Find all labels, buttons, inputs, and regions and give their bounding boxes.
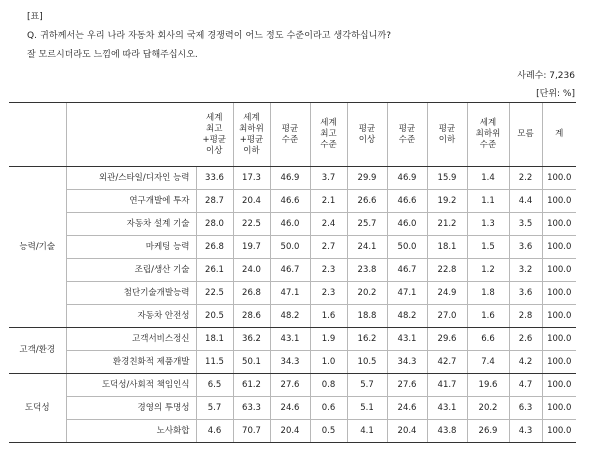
column-header — [233, 103, 270, 167]
results-table — [9, 102, 576, 443]
value-cell: 15.9 — [427, 167, 467, 190]
value-cell: 27.0 — [427, 305, 467, 328]
table-tag: [표] — [27, 12, 43, 22]
header-blank — [9, 103, 66, 167]
value-cell: 0.6 — [310, 397, 347, 420]
value-cell: 1.6 — [310, 305, 347, 328]
value-cell: 100.0 — [542, 374, 576, 397]
table-row — [9, 190, 576, 213]
value-cell: 46.7 — [387, 259, 427, 282]
value-cell: 1.5 — [467, 236, 509, 259]
table-row — [9, 374, 576, 397]
value-cell: 3.7 — [310, 167, 347, 190]
value-cell: 36.2 — [233, 328, 270, 351]
value-cell: 41.7 — [427, 374, 467, 397]
table-row — [9, 259, 576, 282]
column-header-line: 이상 — [358, 134, 376, 145]
value-cell: 100.0 — [542, 236, 576, 259]
value-cell: 46.7 — [270, 259, 310, 282]
value-cell: 26.1 — [196, 259, 233, 282]
value-cell: 4.2 — [509, 351, 542, 374]
value-cell: 100.0 — [542, 190, 576, 213]
value-cell: 3.6 — [509, 236, 542, 259]
table-header — [9, 103, 576, 167]
column-header — [310, 103, 347, 167]
value-cell: 100.0 — [542, 305, 576, 328]
value-cell: 48.2 — [387, 305, 427, 328]
value-cell: 0.5 — [310, 420, 347, 443]
value-cell: 2.8 — [509, 305, 542, 328]
value-cell: 26.9 — [467, 420, 509, 443]
value-cell: 1.3 — [467, 213, 509, 236]
value-cell: 18.8 — [347, 305, 387, 328]
value-cell: 100.0 — [542, 167, 576, 190]
value-cell: 100.0 — [542, 351, 576, 374]
column-header-line: 이하 — [243, 145, 260, 156]
value-cell: 28.0 — [196, 213, 233, 236]
value-cell: 43.1 — [387, 328, 427, 351]
table-body — [9, 167, 576, 443]
value-cell: 18.1 — [196, 328, 233, 351]
table-row — [9, 420, 576, 443]
value-cell: 21.2 — [427, 213, 467, 236]
value-cell: 33.6 — [196, 167, 233, 190]
value-cell: 100.0 — [542, 213, 576, 236]
value-cell: 42.7 — [427, 351, 467, 374]
value-cell: 43.1 — [270, 328, 310, 351]
row-label: 도덕성/사회적 책임인식 — [66, 374, 196, 397]
value-cell: 1.6 — [467, 305, 509, 328]
value-cell: 100.0 — [542, 328, 576, 351]
survey-instruction: 잘 모르시더라도 느낌에 따라 답해주십시오. — [27, 50, 198, 60]
value-cell: 5.7 — [347, 374, 387, 397]
survey-question: Q. 귀하께서는 우리 나라 자동차 회사의 국제 경쟁력이 어느 정도 수준이라고 생각하십니까? — [27, 31, 392, 41]
row-label: 외관/스타일/디자인 능력 — [66, 167, 196, 190]
value-cell: 1.1 — [467, 190, 509, 213]
value-cell: 3.2 — [509, 259, 542, 282]
value-cell: 20.4 — [387, 420, 427, 443]
value-cell: 19.6 — [467, 374, 509, 397]
value-cell: 2.2 — [509, 167, 542, 190]
value-cell: 1.4 — [467, 167, 509, 190]
column-header — [387, 103, 427, 167]
value-cell: 2.4 — [310, 213, 347, 236]
value-cell: 20.4 — [233, 190, 270, 213]
table-row — [9, 305, 576, 328]
value-cell: 20.5 — [196, 305, 233, 328]
unit-label: [단위: %] — [536, 89, 575, 99]
value-cell: 46.6 — [270, 190, 310, 213]
value-cell: 22.5 — [196, 282, 233, 305]
value-cell: 100.0 — [542, 259, 576, 282]
value-cell: 2.7 — [310, 236, 347, 259]
value-cell: 28.7 — [196, 190, 233, 213]
value-cell: 16.2 — [347, 328, 387, 351]
table-row — [9, 282, 576, 305]
table-row — [9, 328, 576, 351]
column-header — [509, 103, 542, 167]
column-header-line: +평균 — [239, 134, 264, 145]
column-header-line: 세계 — [320, 118, 337, 128]
row-label: 첨단기술개발능력 — [66, 282, 196, 305]
row-label: 자동차 설계 기술 — [66, 213, 196, 236]
value-cell: 24.0 — [233, 259, 270, 282]
value-cell: 1.8 — [467, 282, 509, 305]
value-cell: 18.1 — [427, 236, 467, 259]
row-label: 자동차 안전성 — [66, 305, 196, 328]
value-cell: 50.0 — [270, 236, 310, 259]
column-header — [347, 103, 387, 167]
value-cell: 26.6 — [347, 190, 387, 213]
value-cell: 61.2 — [233, 374, 270, 397]
value-cell: 5.7 — [196, 397, 233, 420]
value-cell: 2.6 — [509, 328, 542, 351]
value-cell: 29.6 — [427, 328, 467, 351]
column-header — [196, 103, 233, 167]
value-cell: 34.3 — [387, 351, 427, 374]
column-header — [427, 103, 467, 167]
value-cell: 11.5 — [196, 351, 233, 374]
value-cell: 22.8 — [427, 259, 467, 282]
table-row — [9, 167, 576, 190]
value-cell: 46.0 — [270, 213, 310, 236]
value-cell: 2.3 — [310, 259, 347, 282]
column-header-line: 계 — [555, 129, 564, 139]
value-cell: 20.2 — [467, 397, 509, 420]
column-header-line: 수준 — [479, 140, 497, 150]
value-cell: 4.1 — [347, 420, 387, 443]
column-header-line: 최고 — [206, 123, 223, 134]
value-cell: 20.2 — [347, 282, 387, 305]
table-row — [9, 213, 576, 236]
value-cell: 2.1 — [310, 190, 347, 213]
value-cell: 1.2 — [467, 259, 509, 282]
value-cell: 47.1 — [270, 282, 310, 305]
column-header-line: 수준 — [320, 140, 337, 150]
value-cell: 4.3 — [509, 420, 542, 443]
value-cell: 4.4 — [509, 190, 542, 213]
value-cell: 34.3 — [270, 351, 310, 374]
value-cell: 4.7 — [509, 374, 542, 397]
value-cell: 4.6 — [196, 420, 233, 443]
value-cell: 43.1 — [427, 397, 467, 420]
value-cell: 27.6 — [387, 374, 427, 397]
column-header-line: 모름 — [517, 129, 534, 139]
row-label: 마케팅 능력 — [66, 236, 196, 259]
value-cell: 48.2 — [270, 305, 310, 328]
column-header — [542, 103, 576, 167]
value-cell: 7.4 — [467, 351, 509, 374]
column-header-line: 세계 — [243, 112, 260, 123]
column-header-line: 세계 — [206, 112, 223, 123]
column-header-line: +평균 — [202, 134, 227, 145]
column-header-line: 세계 — [479, 118, 497, 128]
column-header-line: 수준 — [398, 134, 416, 145]
group-label: 도덕성 — [9, 374, 66, 443]
value-cell: 50.1 — [233, 351, 270, 374]
value-cell: 6.3 — [509, 397, 542, 420]
row-label: 고객서비스정신 — [66, 328, 196, 351]
row-label: 노사화합 — [66, 420, 196, 443]
value-cell: 10.5 — [347, 351, 387, 374]
column-header-line: 평균 — [358, 123, 376, 134]
value-cell: 19.2 — [427, 190, 467, 213]
value-cell: 0.8 — [310, 374, 347, 397]
value-cell: 46.9 — [387, 167, 427, 190]
column-header-line: 최하위 — [475, 129, 501, 139]
value-cell: 100.0 — [542, 282, 576, 305]
value-cell: 46.0 — [387, 213, 427, 236]
value-cell: 26.8 — [233, 282, 270, 305]
value-cell: 3.5 — [509, 213, 542, 236]
row-label: 경영의 투명성 — [66, 397, 196, 420]
table-row — [9, 397, 576, 420]
value-cell: 46.6 — [387, 190, 427, 213]
value-cell: 46.9 — [270, 167, 310, 190]
value-cell: 28.6 — [233, 305, 270, 328]
column-header-line: 평균 — [438, 123, 456, 134]
group-label: 능력/기술 — [9, 167, 66, 328]
value-cell: 6.6 — [467, 328, 509, 351]
value-cell: 22.5 — [233, 213, 270, 236]
value-cell: 43.8 — [427, 420, 467, 443]
table-row — [9, 351, 576, 374]
value-cell: 70.7 — [233, 420, 270, 443]
sample-size: 사례수: 7,236 — [517, 71, 575, 81]
value-cell: 47.1 — [387, 282, 427, 305]
value-cell: 63.3 — [233, 397, 270, 420]
value-cell: 20.4 — [270, 420, 310, 443]
value-cell: 17.3 — [233, 167, 270, 190]
column-header-line: 평균 — [398, 123, 416, 134]
value-cell: 1.0 — [310, 351, 347, 374]
value-cell: 19.7 — [233, 236, 270, 259]
column-header-line: 이하 — [438, 134, 456, 145]
header-blank — [66, 103, 196, 167]
row-label: 환경친화적 제품개발 — [66, 351, 196, 374]
value-cell: 26.8 — [196, 236, 233, 259]
value-cell: 23.8 — [347, 259, 387, 282]
column-header-line: 최고 — [320, 129, 337, 139]
value-cell: 100.0 — [542, 397, 576, 420]
row-label: 연구개발에 투자 — [66, 190, 196, 213]
row-label: 조립/생산 기술 — [66, 259, 196, 282]
column-header — [467, 103, 509, 167]
value-cell: 6.5 — [196, 374, 233, 397]
value-cell: 2.3 — [310, 282, 347, 305]
group-label: 고객/환경 — [9, 328, 66, 374]
value-cell: 29.9 — [347, 167, 387, 190]
value-cell: 3.6 — [509, 282, 542, 305]
column-header-line: 수준 — [281, 134, 299, 145]
column-header-line: 최하위 — [239, 123, 264, 134]
value-cell: 24.6 — [387, 397, 427, 420]
value-cell: 100.0 — [542, 420, 576, 443]
value-cell: 1.9 — [310, 328, 347, 351]
value-cell: 27.6 — [270, 374, 310, 397]
column-header-line: 이상 — [206, 145, 223, 156]
value-cell: 24.6 — [270, 397, 310, 420]
value-cell: 25.7 — [347, 213, 387, 236]
column-header — [270, 103, 310, 167]
table-row — [9, 236, 576, 259]
value-cell: 24.1 — [347, 236, 387, 259]
column-header-line: 평균 — [281, 123, 299, 134]
value-cell: 50.0 — [387, 236, 427, 259]
value-cell: 5.1 — [347, 397, 387, 420]
value-cell: 24.9 — [427, 282, 467, 305]
